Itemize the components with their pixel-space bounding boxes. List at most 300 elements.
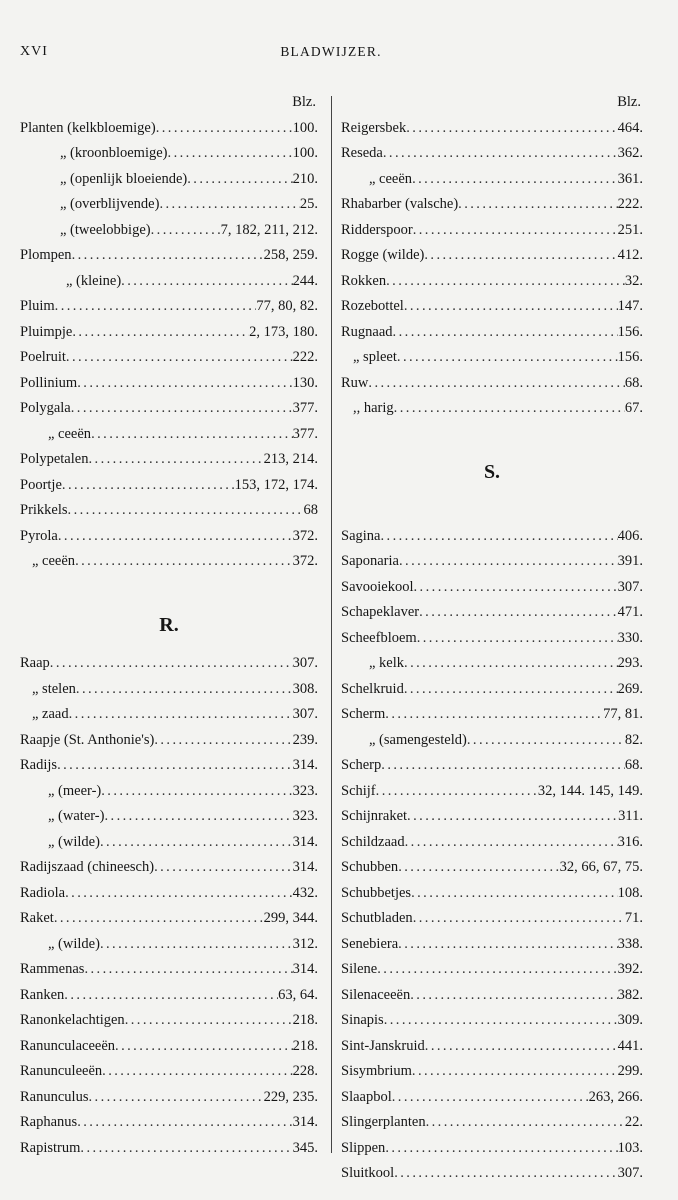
dot-leader (384, 1008, 618, 1034)
dot-leader (411, 881, 618, 907)
dot-leader (187, 167, 292, 193)
page-number: XVI (20, 44, 48, 59)
entry-term: „ (wilde) (48, 833, 100, 850)
index-entry (20, 192, 318, 218)
index-entry (341, 575, 643, 601)
entry-term: Schijf (341, 782, 376, 799)
entry-term: Schutbladen (341, 910, 413, 926)
index-entry (341, 830, 643, 856)
dot-leader (64, 983, 278, 1009)
entry-term: Polygala (20, 400, 71, 416)
entry-term: „ (water-) (48, 808, 105, 824)
entry-pages: 377. (292, 425, 318, 442)
dot-leader (71, 396, 293, 422)
blz-label: Blz. (617, 94, 641, 110)
dot-leader (404, 651, 618, 677)
dot-leader (405, 830, 618, 856)
index-entry (341, 804, 643, 830)
dot-leader (68, 498, 304, 524)
entry-pages: 77, 80, 82. (256, 298, 318, 314)
entry-pages: 63, 64. (278, 986, 318, 1003)
entry-pages: 213, 214. (263, 451, 318, 467)
index-entry (20, 294, 318, 320)
entry-term: Sint-Janskruid (341, 1037, 425, 1054)
entry-pages: 222. (292, 349, 318, 365)
entry-pages: 32, 144. 145, 149. (537, 782, 643, 799)
index-entry (341, 1008, 643, 1034)
entry-term: Ruw (341, 374, 369, 391)
index-entry (20, 804, 318, 830)
dot-leader (91, 422, 293, 448)
entry-pages: 314. (292, 859, 318, 875)
entry-term: Schildzaad (341, 833, 405, 850)
dot-leader (54, 906, 264, 932)
dot-leader (376, 779, 538, 805)
dot-leader (88, 447, 263, 473)
section-letter-r: R. (159, 614, 179, 636)
index-entry (341, 651, 643, 677)
entry-term: Pollinium (20, 374, 78, 391)
dot-leader (125, 1008, 293, 1034)
dot-leader (57, 753, 293, 779)
dot-leader (380, 524, 617, 550)
index-entry (20, 498, 318, 524)
dot-leader (406, 116, 617, 142)
index-entry (341, 524, 643, 550)
entry-term: Ranken (20, 986, 65, 1003)
dot-leader (368, 371, 624, 397)
entry-pages: 269. (617, 680, 643, 697)
index-entry (341, 167, 643, 193)
entry-pages: 345. (292, 1139, 318, 1156)
dot-leader (84, 957, 292, 983)
entry-term: Reseda (341, 145, 383, 161)
dot-leader (398, 855, 559, 881)
entry-term: Polypetalen (20, 451, 89, 467)
index-entry (341, 243, 643, 269)
entry-pages: 391. (617, 553, 643, 569)
entry-term: Rokken (341, 272, 387, 289)
entry-term: Radijs (20, 757, 58, 773)
entry-term: „ zaad (32, 706, 69, 722)
section-gap (341, 498, 643, 524)
entry-pages: 156. (617, 349, 643, 365)
entry-pages: 258, 259. (263, 247, 318, 263)
entry-term: Poortje (20, 476, 62, 493)
dot-leader (154, 728, 292, 754)
index-entry (20, 1008, 318, 1034)
entry-pages: 68 (303, 502, 318, 518)
dot-leader (398, 932, 617, 958)
dot-leader (159, 192, 299, 218)
index-entry (341, 1110, 643, 1136)
entry-term: Ranunculus (20, 1088, 89, 1105)
entry-pages: 263, 266. (588, 1088, 643, 1105)
entry-term: Poelruit (20, 349, 66, 365)
index-entry (341, 116, 643, 142)
entry-pages: 153, 172, 174. (234, 476, 318, 493)
entry-pages: 239. (292, 731, 318, 748)
entry-term: Silenaceeën (341, 986, 411, 1003)
entry-term: Raket (20, 910, 54, 926)
entry-pages: 32, 66, 67, 75. (559, 859, 643, 875)
index-entry (20, 269, 318, 295)
entry-term: Raphanus (20, 1114, 78, 1130)
entry-term: Sisymbrium (341, 1063, 412, 1079)
index-entry (341, 932, 643, 958)
entry-term: Pyrola (20, 527, 58, 544)
index-entry (20, 473, 318, 499)
index-entry (20, 371, 318, 397)
entry-term: Prikkels (20, 502, 68, 518)
dot-leader (58, 524, 293, 550)
entry-pages: 412. (617, 247, 643, 263)
running-title: BLADWIJZER. (280, 44, 382, 59)
dot-leader (377, 957, 617, 983)
dot-leader (417, 626, 618, 652)
dot-leader (458, 192, 617, 218)
index-entry (20, 345, 318, 371)
entry-term: Raapje (St. Anthonie's) (20, 731, 155, 748)
entry-pages: 338. (617, 935, 643, 952)
index-section-r-continued (341, 116, 643, 422)
entry-pages: 406. (617, 527, 643, 544)
dot-leader (62, 473, 235, 499)
entry-pages: 100. (292, 119, 318, 136)
dot-leader (404, 677, 618, 703)
index-entry (20, 779, 318, 805)
entry-pages: 323. (292, 808, 318, 824)
index-entry (341, 957, 643, 983)
entry-pages: 32. (624, 272, 643, 289)
entry-pages: 316. (617, 833, 643, 850)
entry-pages: 362. (617, 145, 643, 161)
entry-pages: 361. (617, 170, 643, 187)
entry-term: „ ceeën (369, 170, 413, 187)
entry-term: Sluitkool (341, 1165, 395, 1181)
entry-pages: 308. (292, 680, 318, 697)
index-entry (341, 753, 643, 779)
entry-term: „ spleet (353, 349, 397, 365)
left-column (20, 90, 318, 1161)
dot-leader (385, 1136, 617, 1162)
entry-pages: 314. (292, 833, 318, 850)
dot-leader (100, 830, 293, 856)
dot-leader (385, 702, 603, 728)
dot-leader (102, 1059, 292, 1085)
dot-leader (151, 218, 221, 244)
index-entry (20, 957, 318, 983)
entry-term: Rugnaad (341, 323, 393, 340)
entry-pages: 2, 173, 180. (249, 323, 318, 340)
index-entry (20, 447, 318, 473)
entry-pages: 299. (617, 1063, 643, 1079)
index-entry (341, 1085, 643, 1111)
entry-pages: 309. (617, 1012, 643, 1028)
entry-term: Pluimpje (20, 323, 73, 340)
entry-pages: 68. (624, 757, 643, 773)
index-section-s (341, 524, 643, 1187)
index-entry (341, 269, 643, 295)
entry-term: „ stelen (32, 680, 76, 697)
dot-leader (392, 1085, 589, 1111)
entry-pages: 372. (292, 553, 318, 569)
entry-pages: 314. (292, 757, 318, 773)
entry-pages: 222. (617, 196, 643, 212)
dot-leader (381, 753, 625, 779)
index-entry (20, 830, 318, 856)
entry-term: Plompen (20, 247, 72, 263)
entry-term: Rapistrum (20, 1139, 81, 1156)
index-entry (341, 626, 643, 652)
entry-pages: 147. (617, 298, 643, 314)
index-entry (20, 728, 318, 754)
dot-leader (77, 371, 292, 397)
dot-leader (467, 728, 625, 754)
dot-leader (104, 804, 292, 830)
entry-term: Schubbetjes (341, 884, 412, 901)
dot-leader (121, 269, 292, 295)
index-entry (341, 1136, 643, 1162)
dot-leader (413, 906, 625, 932)
entry-pages: 311. (618, 808, 643, 824)
entry-term: Ranunculaceeën (20, 1037, 116, 1054)
dot-leader (426, 1110, 625, 1136)
index-entry (341, 1059, 643, 1085)
index-entry (20, 983, 318, 1009)
right-column (341, 90, 643, 1187)
entry-pages: 229, 235. (263, 1088, 318, 1105)
entry-term: Slingerplanten (341, 1114, 426, 1130)
index-entry (341, 600, 643, 626)
dot-leader (77, 1110, 292, 1136)
entry-term: Saponaria (341, 553, 399, 569)
entry-term: Scherp (341, 757, 382, 773)
index-entry (341, 881, 643, 907)
entry-pages: 314. (292, 961, 318, 977)
entry-pages: 25. (299, 196, 318, 212)
entry-term: Rhabarber (valsche) (341, 196, 459, 212)
entry-term: Slaapbol (341, 1088, 392, 1105)
index-entry (20, 218, 318, 244)
entry-term: Ridderspoor (341, 221, 413, 238)
entry-term: Schubben (341, 859, 399, 875)
entry-pages: 323. (292, 782, 318, 799)
entry-pages: 67. (624, 400, 643, 416)
entry-term: Slippen (341, 1139, 386, 1156)
section-gap (341, 422, 643, 448)
dot-leader (100, 932, 293, 958)
dot-leader (65, 881, 293, 907)
entry-pages: 68. (624, 374, 643, 391)
blz-label: Blz. (292, 94, 316, 110)
entry-pages: 377. (292, 400, 318, 416)
entry-term: Savooiekool (341, 578, 414, 595)
entry-term: Reigersbek (341, 119, 407, 136)
entry-pages: 218. (292, 1012, 318, 1028)
index-section-p (20, 116, 318, 575)
index-entry (20, 141, 318, 167)
entry-pages: 218. (292, 1037, 318, 1054)
entry-pages: 372. (292, 527, 318, 544)
entry-term: „ (kroonbloemige) (60, 145, 168, 161)
dot-leader (399, 549, 618, 575)
entry-term: Rogge (wilde) (341, 247, 425, 263)
entry-term: Schijnraket (341, 808, 408, 824)
dot-leader (115, 1034, 293, 1060)
index-entry (341, 1161, 643, 1187)
entry-pages: 307. (617, 1165, 643, 1181)
entry-term: „ ceeën (32, 553, 76, 569)
entry-term: „ (kleine) (66, 272, 122, 289)
index-entry (341, 141, 643, 167)
index-entry (20, 396, 318, 422)
index-entry (20, 702, 318, 728)
column-divider (331, 96, 332, 1153)
dot-leader (394, 1161, 617, 1187)
index-entry (20, 422, 318, 448)
entry-pages: 312. (292, 935, 318, 952)
index-entry (20, 524, 318, 550)
entry-pages: 71. (624, 910, 643, 926)
entry-term: Rammenas (20, 961, 85, 977)
entry-pages: 471. (617, 604, 643, 620)
dot-leader (156, 116, 293, 142)
dot-leader (404, 294, 618, 320)
dot-leader (410, 983, 617, 1009)
index-entry (341, 702, 643, 728)
entry-term: Senebiera (341, 935, 399, 952)
entry-term: Scherm (341, 706, 386, 722)
index-entry (20, 906, 318, 932)
index-entry (20, 167, 318, 193)
index-entry (20, 677, 318, 703)
entry-term: Sagina (341, 527, 381, 544)
dot-leader (386, 269, 625, 295)
dot-leader (76, 677, 293, 703)
entry-pages: 130. (292, 374, 318, 391)
index-entry (341, 371, 643, 397)
entry-pages: 100. (292, 145, 318, 161)
entry-pages: 293. (617, 655, 643, 671)
index-entry (341, 549, 643, 575)
entry-pages: 432. (292, 884, 318, 901)
dot-leader (397, 345, 618, 371)
index-entry (341, 218, 643, 244)
dot-leader (393, 320, 618, 346)
dot-leader (414, 575, 618, 601)
index-entry (341, 1034, 643, 1060)
entry-pages: 307. (617, 578, 643, 595)
entry-term: Schelkruid (341, 680, 404, 697)
dot-leader (80, 1136, 292, 1162)
entry-pages: 307. (292, 706, 318, 722)
entry-term: „ (wilde) (48, 935, 100, 952)
entry-pages: 382. (617, 986, 643, 1003)
entry-pages: 77, 81. (603, 706, 643, 722)
entry-term: Radiola (20, 884, 66, 901)
index-entry (20, 932, 318, 958)
dot-leader (101, 779, 292, 805)
dot-leader (383, 141, 618, 167)
dot-leader (72, 243, 264, 269)
entry-term: Planten (kelkbloemige) (20, 119, 156, 136)
dot-leader (419, 600, 618, 626)
entry-term: „ (samengesteld) (369, 731, 467, 748)
dot-leader (55, 294, 257, 320)
entry-term: „ (overblijvende) (60, 196, 160, 212)
index-entry (341, 728, 643, 754)
entry-term: Ranonkelachtigen (20, 1012, 125, 1028)
entry-term: Scheefbloem (341, 629, 417, 646)
dot-leader (412, 167, 618, 193)
entry-term: „ ceeën (48, 425, 92, 442)
entry-term: „ kelk (369, 655, 405, 671)
entry-term: Rozebottel (341, 298, 404, 314)
index-entry (341, 396, 643, 422)
dot-leader (413, 218, 618, 244)
dot-leader (88, 1085, 263, 1111)
dot-leader (50, 651, 293, 677)
index-entry (20, 855, 318, 881)
entry-term: Silene (341, 961, 378, 977)
index-entry (341, 294, 643, 320)
entry-pages: 156. (617, 323, 643, 340)
entry-pages: 244. (292, 272, 318, 289)
entry-pages: 22. (624, 1114, 643, 1130)
index-entry (20, 320, 318, 346)
entry-pages: 392. (617, 961, 643, 977)
entry-pages: 314. (292, 1114, 318, 1130)
index-entry (20, 753, 318, 779)
entry-pages: 441. (617, 1037, 643, 1054)
entry-term: Sinapis (341, 1012, 384, 1028)
entry-pages: 82. (624, 731, 643, 748)
index-entry (20, 549, 318, 575)
index-entry (20, 1110, 318, 1136)
index-entry (341, 345, 643, 371)
dot-leader (407, 804, 618, 830)
index-section-r (20, 651, 318, 1161)
index-entry (341, 677, 643, 703)
entry-term: Raap (20, 655, 50, 671)
index-entry (341, 320, 643, 346)
index-entry (20, 243, 318, 269)
entry-term: „ (tweelobbige) (60, 221, 151, 238)
entry-pages: 228. (292, 1063, 318, 1079)
entry-term: Radijszaad (chineesch) (20, 859, 155, 875)
index-entry (20, 1136, 318, 1162)
index-entry (341, 779, 643, 805)
entry-term: Ranunculeeën (20, 1063, 103, 1079)
dot-leader (424, 243, 617, 269)
section-letter-s: S. (483, 461, 501, 483)
page-header (20, 44, 642, 64)
index-entry (341, 192, 643, 218)
dot-leader (72, 320, 249, 346)
entry-pages: 307. (292, 655, 318, 671)
entry-term: „ (meer-) (48, 782, 102, 799)
index-entry (20, 116, 318, 142)
entry-pages: 330. (617, 629, 643, 646)
entry-term: „ (openlijk bloeiende) (60, 170, 188, 187)
dot-leader (394, 396, 625, 422)
index-entry (341, 855, 643, 881)
index-entry (341, 983, 643, 1009)
entry-pages: 299, 344. (263, 910, 318, 926)
section-gap (20, 575, 318, 601)
entry-pages: 7, 182, 211, 212. (220, 221, 318, 238)
